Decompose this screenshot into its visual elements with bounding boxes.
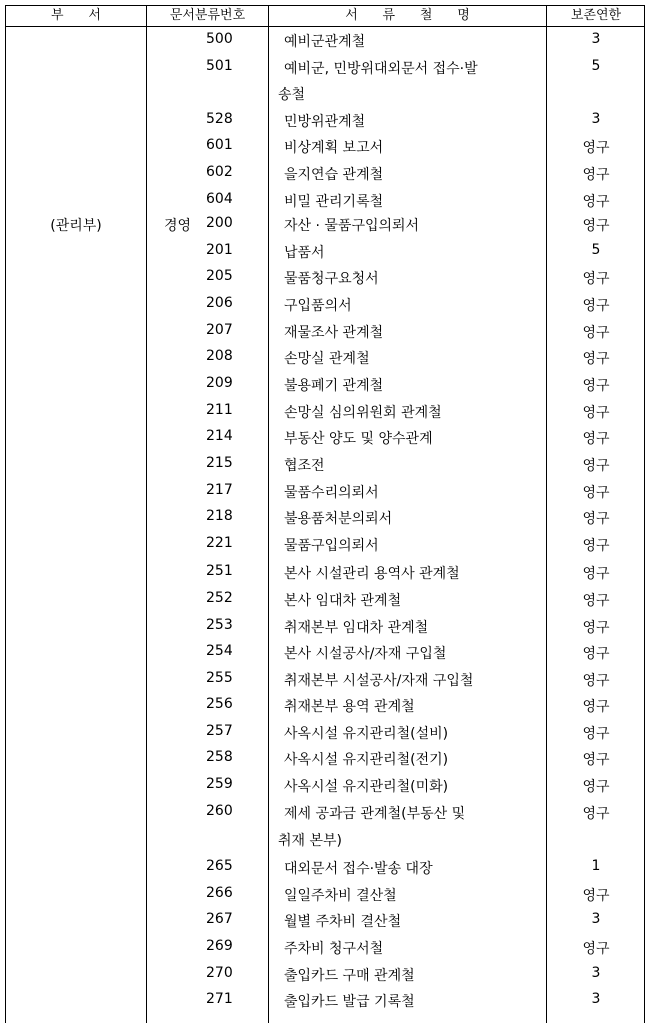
retention-period: 영구	[582, 538, 610, 554]
record-title: 본사 임대차 관계철	[284, 593, 402, 609]
retention-period: 영구	[582, 194, 610, 210]
header-code: 문서분류번호	[169, 8, 246, 23]
record-title: 일일주차비 결산철	[284, 888, 397, 904]
retention-period: 5	[591, 242, 601, 258]
record-code: 501	[206, 58, 233, 74]
retention-period: 영구	[582, 888, 610, 904]
record-title: 자산 · 물품구입의뢰서	[284, 218, 420, 234]
retention-period: 영구	[582, 699, 610, 715]
retention-period: 영구	[582, 378, 610, 394]
retention-period: 영구	[582, 673, 610, 689]
record-title: 을지연습 관계철	[284, 167, 384, 183]
record-title: 민방위관계철	[284, 114, 366, 130]
retention-period: 영구	[582, 511, 610, 527]
column-divider	[268, 6, 269, 1023]
record-title: 취재본부 용역 관계철	[284, 699, 415, 715]
record-title: 사옥시설 유지관리철(설비)	[284, 726, 449, 742]
record-code: 221	[206, 535, 233, 551]
retention-period: 영구	[582, 593, 610, 609]
record-title: 본사 시설공사/자재 구입철	[284, 646, 447, 662]
header-divider	[6, 26, 644, 27]
retention-period: 영구	[582, 458, 610, 474]
record-code: 252	[206, 590, 233, 606]
record-title: 취재본부 시설공사/자재 구입철	[284, 673, 474, 689]
record-code: 218	[206, 508, 233, 524]
header-title: 서 류 철 명	[345, 8, 470, 23]
record-code: 604	[206, 191, 233, 207]
record-title: 예비군, 민방위대외문서 접수·발	[284, 61, 478, 77]
record-code: 260	[206, 803, 233, 819]
record-title: 불용폐기 관계철	[284, 378, 384, 394]
record-title-continued: 송철	[278, 87, 306, 103]
record-code: 602	[206, 164, 233, 180]
record-code: 270	[206, 965, 233, 981]
record-title: 예비군관계철	[284, 34, 366, 50]
retention-period: 1	[591, 858, 601, 874]
record-code: 271	[206, 991, 233, 1007]
record-code: 200	[206, 215, 233, 231]
record-title: 손망실 심의위원회 관계철	[284, 405, 442, 421]
retention-period: 영구	[582, 298, 610, 314]
record-title: 협조전	[284, 458, 325, 474]
record-title: 사옥시설 유지관리철(전기)	[284, 752, 449, 768]
record-title: 사옥시설 유지관리철(미화)	[284, 779, 449, 795]
record-code: 251	[206, 563, 233, 579]
record-title: 비밀 관리기록철	[284, 194, 384, 210]
record-title: 취재본부 임대차 관계철	[284, 620, 429, 636]
retention-period: 3	[591, 911, 601, 927]
record-title: 출입카드 구매 관계철	[284, 968, 415, 984]
group-label: 경영	[164, 218, 192, 234]
retention-period: 영구	[582, 325, 610, 341]
record-title: 주차비 청구서철	[284, 941, 384, 957]
record-code: 256	[206, 696, 233, 712]
record-title: 부동산 양도 및 양수관계	[284, 431, 433, 447]
record-code: 259	[206, 776, 233, 792]
record-code: 205	[206, 268, 233, 284]
retention-period: 영구	[582, 271, 610, 287]
record-code: 528	[206, 111, 233, 127]
retention-period: 영구	[582, 218, 610, 234]
retention-period: 영구	[582, 140, 610, 156]
record-title: 비상계획 보고서	[284, 140, 384, 156]
record-title: 재물조사 관계철	[284, 325, 384, 341]
record-title: 제세 공과금 관계철(부동산 및	[284, 806, 466, 822]
record-title: 월별 주차비 결산철	[284, 914, 402, 930]
record-code: 258	[206, 749, 233, 765]
record-code: 266	[206, 885, 233, 901]
column-divider	[146, 6, 147, 1023]
retention-period: 5	[591, 58, 601, 74]
record-code: 267	[206, 911, 233, 927]
record-code: 211	[206, 402, 233, 418]
record-code: 254	[206, 643, 233, 659]
record-title: 구입품의서	[284, 298, 352, 314]
retention-period: 영구	[582, 752, 610, 768]
record-title: 대외문서 접수·발송 대장	[284, 861, 433, 877]
retention-period: 3	[591, 111, 601, 127]
retention-period: 영구	[582, 620, 610, 636]
retention-period: 영구	[582, 167, 610, 183]
record-title: 불용품처분의뢰서	[284, 511, 393, 527]
retention-period: 영구	[582, 726, 610, 742]
record-code: 265	[206, 858, 233, 874]
record-title: 본사 시설관리 용역사 관계철	[284, 566, 460, 582]
retention-period: 영구	[582, 431, 610, 447]
record-code: 208	[206, 348, 233, 364]
retention-period: 3	[591, 31, 601, 47]
retention-period: 영구	[582, 941, 610, 957]
record-title: 손망실 관계철	[284, 351, 370, 367]
retention-period: 3	[591, 991, 601, 1007]
record-code: 255	[206, 670, 233, 686]
retention-period: 영구	[582, 405, 610, 421]
department-label: (관리부)	[50, 218, 102, 234]
record-title: 물품수리의뢰서	[284, 485, 379, 501]
record-code: 207	[206, 322, 233, 338]
record-title: 물품청구요청서	[284, 271, 379, 287]
record-title: 납품서	[284, 245, 325, 261]
record-title: 물품구입의뢰서	[284, 538, 379, 554]
records-retention-table	[5, 5, 645, 1023]
record-code: 214	[206, 428, 233, 444]
record-code: 500	[206, 31, 233, 47]
retention-period: 영구	[582, 779, 610, 795]
record-code: 257	[206, 723, 233, 739]
record-title: 출입카드 발급 기록철	[284, 994, 415, 1010]
retention-period: 영구	[582, 351, 610, 367]
record-code: 253	[206, 617, 233, 633]
record-code: 215	[206, 455, 233, 471]
record-title-continued: 취재 본부)	[278, 833, 343, 849]
record-code: 209	[206, 375, 233, 391]
header-period: 보존연한	[570, 8, 622, 23]
record-code: 201	[206, 242, 233, 258]
record-code: 206	[206, 295, 233, 311]
retention-period: 영구	[582, 646, 610, 662]
record-code: 601	[206, 137, 233, 153]
retention-period: 3	[591, 965, 601, 981]
header-dept: 부 서	[51, 8, 101, 23]
retention-period: 영구	[582, 806, 610, 822]
retention-period: 영구	[582, 485, 610, 501]
record-code: 269	[206, 938, 233, 954]
record-code: 217	[206, 482, 233, 498]
retention-period: 영구	[582, 566, 610, 582]
